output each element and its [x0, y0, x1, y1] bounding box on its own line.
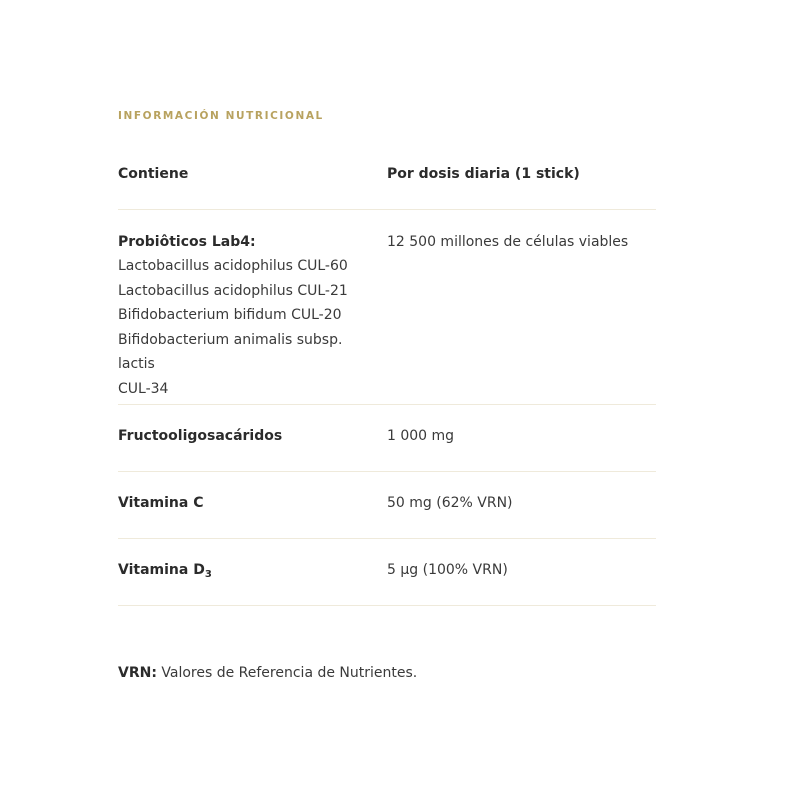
table-header-row	[118, 160, 656, 210]
strain-item: Bifidobacterium animalis subsp. lactis	[118, 331, 343, 372]
vitamin-d-subscript: 3	[204, 569, 212, 580]
probiotics-cell	[118, 230, 383, 401]
vitamin-d-label: Vitamina D	[118, 562, 205, 578]
table-row-fos	[118, 405, 656, 472]
nutrition-table	[118, 160, 656, 606]
fos-value: 1 000 mg	[387, 428, 455, 444]
strain-item: Lactobacillus acidophilus CUL-21	[118, 282, 348, 299]
probiotics-value: 12 500 millones de células viables	[387, 234, 629, 250]
footnote-key: VRN:	[118, 665, 157, 681]
footnote	[118, 665, 417, 681]
table-row-vitamin-c	[118, 472, 656, 539]
strain-item: Lactobacillus acidophilus CUL-60	[118, 258, 348, 274]
vitamin-d-value: 5 µg (100% VRN)	[387, 562, 508, 578]
vitamin-c-name: Vitamina C	[118, 495, 204, 511]
strain-item: Bifidobacterium bifidum CUL-20	[118, 307, 342, 323]
section-title: INFORMACIÓN NUTRICIONAL	[118, 110, 324, 122]
header-contains: Contiene	[118, 166, 189, 182]
footnote-text: Valores de Referencia de Nutrientes.	[156, 665, 418, 681]
probiotics-name: Probiôticos Lab4:	[118, 234, 256, 250]
header-daily-dose: Por dosis diaria (1 stick)	[387, 166, 580, 182]
strain-item: CUL-34	[118, 380, 169, 397]
fos-name: Fructooligosacáridos	[118, 428, 283, 444]
table-row-vitamin-d	[118, 539, 656, 606]
table-row-probiotics	[118, 210, 656, 405]
vitamin-d-name	[118, 558, 383, 587]
vitamin-c-value: 50 mg (62% VRN)	[387, 495, 513, 511]
